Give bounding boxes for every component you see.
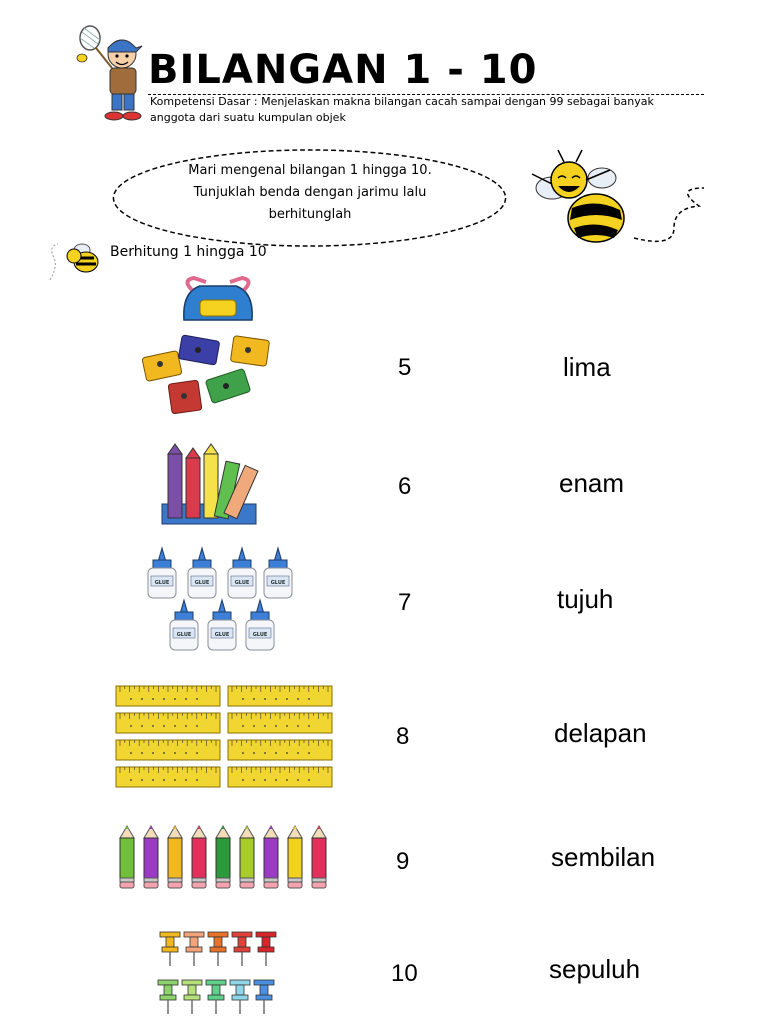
- intro-line: Mari mengenal bilangan 1 hingga 10.: [188, 163, 432, 178]
- glue-group: [142, 546, 292, 652]
- colored-pencil-icon: [192, 826, 206, 888]
- crayon-icon: [186, 448, 200, 518]
- row-number: 5: [398, 354, 412, 381]
- kompetensi-dasar-text: Kompetensi Dasar : Menjelaskan makna bilangan cacah sampai dengan 99 sebagai banyak anggota dari suatu kumpulan objek: [150, 95, 654, 124]
- row-number: 8: [396, 723, 410, 750]
- row-word: sembilan: [551, 842, 656, 872]
- row-word: sepuluh: [549, 954, 641, 984]
- sharpener-icon: [205, 368, 250, 403]
- row-word: enam: [559, 468, 625, 498]
- ruler-icon: [228, 686, 332, 706]
- glue-label: GLUE: [194, 580, 210, 586]
- pencil-group: [118, 826, 338, 892]
- row-word: tujuh: [557, 584, 614, 614]
- glue-bottle-icon: [170, 600, 198, 650]
- glue-label: GLUE: [270, 580, 286, 586]
- push-pin-icon: [160, 932, 180, 966]
- glue-bottle-icon: [228, 548, 256, 598]
- colored-pencil-icon: [120, 826, 134, 888]
- row-number: 7: [398, 589, 412, 616]
- sharpener-icon: [142, 351, 182, 382]
- glue-label: GLUE: [252, 632, 268, 638]
- push-pin-group: [156, 930, 286, 1018]
- glue-bottle-icon: [208, 600, 236, 650]
- push-pin-icon: [208, 932, 228, 966]
- bee-mascot-icon: [524, 148, 714, 258]
- push-pin-icon: [254, 980, 274, 1014]
- row-number: 10: [391, 960, 418, 987]
- sharpener-icon: [168, 380, 202, 414]
- ruler-icon: [116, 686, 220, 706]
- colored-pencil-icon: [288, 826, 302, 888]
- push-pin-icon: [182, 980, 202, 1014]
- push-pin-icon: [232, 932, 252, 966]
- colored-pencil-icon: [168, 826, 182, 888]
- glue-label: GLUE: [214, 632, 230, 638]
- colored-pencil-icon: [216, 826, 230, 888]
- glue-bottle-icon: [188, 548, 216, 598]
- push-pin-icon: [256, 932, 276, 966]
- small-bee-icon: [44, 236, 108, 288]
- sharpener-icon: [230, 336, 269, 367]
- row-number: 6: [398, 473, 412, 500]
- ruler-icon: [228, 713, 332, 733]
- page-title: BILANGAN 1 - 10: [148, 47, 538, 93]
- intro-line: berhitunglah: [268, 207, 352, 222]
- sharpener-group: [140, 330, 280, 418]
- ruler-group: [116, 686, 336, 792]
- push-pin-icon: [184, 932, 204, 966]
- intro-line: Tunjuklah benda dengan jarimu lalu: [193, 185, 427, 200]
- colored-pencil-icon: [264, 826, 278, 888]
- glue-label: GLUE: [234, 580, 250, 586]
- push-pin-icon: [230, 980, 250, 1014]
- colored-pencil-icon: [144, 826, 158, 888]
- row-word: lima: [563, 352, 611, 382]
- row-number: 9: [396, 848, 410, 875]
- backpack-icon: [176, 276, 258, 324]
- crayon-icon: [168, 444, 182, 518]
- glue-bottle-icon: [264, 548, 292, 598]
- intro-text: [170, 160, 450, 226]
- boy-mascot-icon: [72, 24, 152, 126]
- ruler-icon: [116, 740, 220, 760]
- ruler-icon: [228, 767, 332, 787]
- ruler-icon: [228, 740, 332, 760]
- crayon-group: [162, 444, 266, 528]
- sharpener-icon: [178, 335, 220, 365]
- ruler-icon: [116, 713, 220, 733]
- glue-bottle-icon: [148, 548, 176, 598]
- push-pin-icon: [206, 980, 226, 1014]
- glue-label: GLUE: [176, 632, 192, 638]
- glue-bottle-icon: [246, 600, 274, 650]
- row-word: delapan: [554, 718, 647, 748]
- colored-pencil-icon: [312, 826, 326, 888]
- glue-label: GLUE: [154, 580, 170, 586]
- subheading: Berhitung 1 hingga 10: [110, 244, 267, 260]
- push-pin-icon: [158, 980, 178, 1014]
- ruler-icon: [116, 767, 220, 787]
- colored-pencil-icon: [240, 826, 254, 888]
